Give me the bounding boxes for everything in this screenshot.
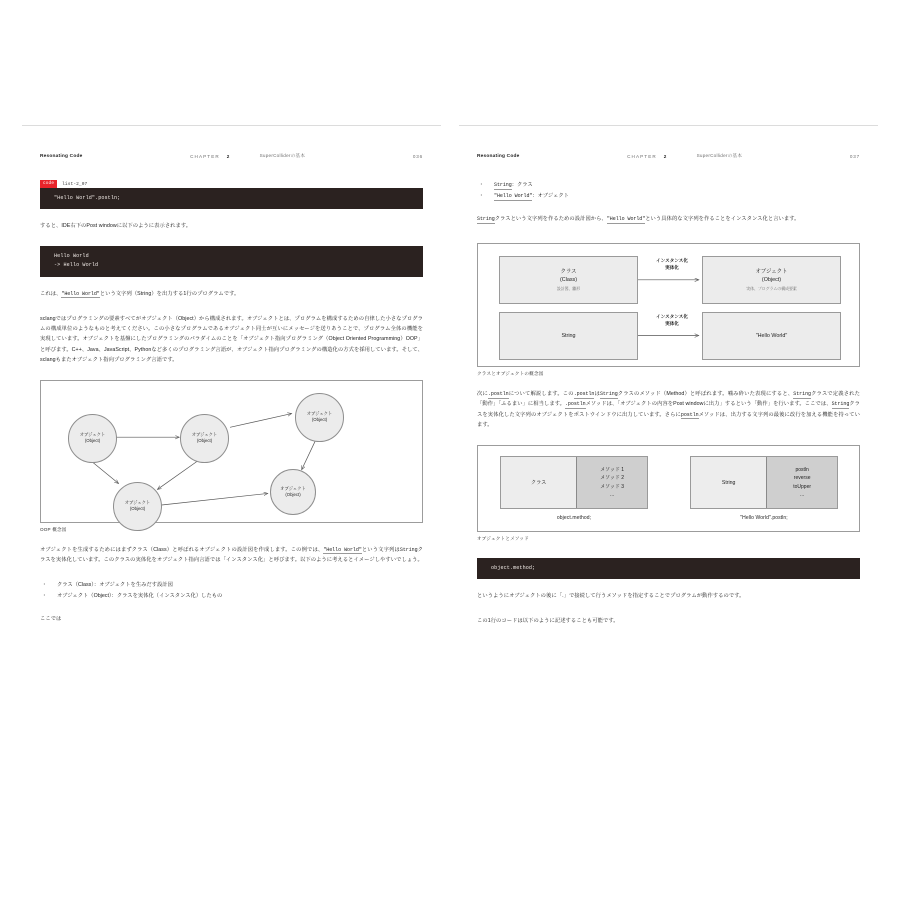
arrow-label-line2: 実体化 [665,320,679,326]
node-label-line2: (Object) [311,417,328,423]
inline-code-hello-world: "Hello World" [606,216,646,222]
string-box-line1: String [561,333,576,340]
oop-node-5 [270,469,316,515]
book-title: Resonating Code [477,153,520,159]
right-page-body [477,180,860,633]
oop-figure-caption: OOP 概念図 [40,526,67,532]
object-method-figure [477,445,860,532]
hello-world-object-box [702,312,841,360]
string-class-box [499,312,638,360]
paragraph-class-instance [40,545,423,565]
oop-node-1 [68,414,117,463]
bullet-dot-icon: ･ [43,582,46,589]
list-item-label: ：クラス [511,182,533,188]
text-fragment: クラスという文字列を作るための設計図から、 [494,216,607,222]
object-box [702,256,841,304]
inline-code-hello-world: "Hello World" [494,193,533,199]
inline-code-hello-world: "Hello World" [61,290,100,297]
object-method-figure-caption: オブジェクトとメソッド [477,536,529,542]
method-box-syntax-label: object.method; [556,515,592,522]
method-group-generic [500,456,648,521]
oop-concept-figure [40,380,423,523]
chapter-number: 2 [226,153,230,159]
inline-code-postln: postln [680,411,699,418]
bullet-dot-icon: ･ [480,182,483,188]
output-line-2: -> Hello World [54,262,99,269]
text-fragment: メソッドは、「オブジェクトの内容をPost windowに出力」するという「動作」を行います。ここでは、 [585,401,832,408]
inline-code-postln: .postln [487,391,509,398]
inline-code-string: String [831,401,850,408]
list-item [477,180,860,191]
arrow-label-line2: 実体化 [665,264,679,270]
method-box-method-list [766,457,837,508]
inline-code-postln: .postln [564,401,586,408]
inline-code-string: String [494,182,512,188]
class-box-line2: (Class) [559,277,578,284]
method-item: メソッド 3 [600,483,625,490]
method-box-syntax-label: "Hello World".postln; [740,515,788,522]
class-object-figure-caption: クラスとオブジェクトの概念図 [477,371,544,377]
method-box-class-label: String [691,457,766,508]
code-block-object-method [477,558,860,579]
list-item-label: クラス（Class）：オブジェクトを生みだす設計図 [57,582,173,589]
right-page [459,125,878,757]
node-label-line1: オブジェクト [280,485,306,491]
arrow-label-line1: インスタンス化 [656,258,688,264]
method-box [690,456,838,509]
text-fragment: メソッドは、出力する文字列の最後に改行を加える機能を持っています。 [477,411,860,428]
text-fragment: について解説します。この [508,391,574,398]
oop-node-2 [180,414,229,463]
inline-code-hello-world: "Hello World" [323,546,362,553]
node-label-line1: オブジェクト [191,432,218,438]
text-fragment: は [594,391,600,398]
paragraph-koko-dewa: ここでは [40,616,62,623]
node-label-line1: オブジェクト [124,500,151,506]
text-fragment: オブジェクトを生成するためにはまずクラス（Class）と呼ばれるオブジェクトの設計図を作成します。この例では、 [40,546,324,553]
chapter-number: 2 [663,153,667,159]
string-object-bullet-list [477,180,860,202]
paragraph-alternative-syntax: この1行のコードは以下のように記述することも可能です。 [477,617,619,624]
class-object-bullet-list [40,580,423,602]
chapter-word: CHAPTER [190,153,220,159]
method-box-class-label: クラス [501,457,576,508]
chapter-word: CHAPTER [627,153,657,159]
text-fragment: という具体的な文字列を作ることをインスタンス化と言います。 [645,216,800,222]
node-label-line2: (Object) [285,491,301,497]
list-item [40,591,423,602]
object-box-line2: (Object) [761,277,782,284]
method-item: … [609,491,615,498]
list-item [477,191,860,202]
page-folio: 037 [849,153,860,159]
inline-code-string: String [477,216,495,222]
code-block-output [40,246,423,277]
output-line-1: Hello World [54,252,89,259]
method-group-string [690,456,838,521]
inline-code-string: String [793,391,811,398]
page-folio: 036 [412,153,423,159]
text-fragment: クラスを実体化しています。このクラスの実体化をオブジェクト指向言語では「インスタンス化」と呼びます。以下のように考えるとイメージしやすいでしょう。 [40,546,424,564]
object-box-line3: 実体、プログラムの構成要素 [746,286,797,292]
code-tag-badge: code [40,180,57,187]
node-label-line2: (Object) [196,438,213,444]
left-page-running-header [40,150,423,162]
code-listing-caption: list-2_07 [62,181,88,187]
paragraph-string-explain [40,289,423,299]
inline-code-string: String [599,391,618,398]
code-line: "Hello World".postln; [54,194,121,201]
object-box-line1: オブジェクト [755,269,788,276]
paragraph-postln-method [477,389,860,430]
class-object-figure [477,243,860,367]
arrow-label-line1: インスタンス化 [656,314,688,320]
text-fragment: クラスのメソッド（Method）と呼ばれます。噛み砕いた表現にすると、 [617,391,794,398]
hello-world-box-line1: "Hello World" [755,333,788,340]
bullet-dot-icon: ･ [480,193,483,199]
oop-node-3 [295,393,344,442]
node-label-line2: (Object) [129,506,146,512]
method-item: … [799,491,805,498]
list-item-label: ：オブジェクト [532,193,569,199]
list-item-label: オブジェクト（Object）：クラスを実体化（インスタンス化）したもの [57,593,223,600]
paragraph-oop-overview: sclangではプログラミングの要素すべてがオブジェクト（Object）から構成されます。オブジェクトとは、プログラムを構成するための自律した小さなプログラムの構成単位のようなものと考えてください。この小さなプログラムであるオブジェクト同士が互いにメッセージを送りあうことで、プログラム全体の機能を実現しています。オブジェクトを基盤にしたプログラミングのパラダイムのことを「オブジェクト指向プログラミング（Object Oriented Programming）OOP」と呼びます。C++、Java、JavaScript、Pythonなど多くのプログラミング言語が、オブジェクト指向プログラミングの構造化の方式を採用しています。そして、sclangもまたオブジェクト指向プログラミング言語です。 [40,315,423,363]
method-item: postln [795,467,809,474]
book-title: Resonating Code [40,153,83,159]
method-item: reverse [793,475,811,482]
instantiation-label-2 [643,314,701,327]
inline-code-postln: .postln [573,391,595,398]
list-item [40,580,423,591]
node-label-line1: オブジェクト [79,432,106,438]
inline-code-string: String [399,546,418,553]
method-item: メソッド 2 [600,475,625,482]
oop-node-4 [113,482,162,531]
text-fragment: これは、 [40,290,62,297]
code-listing-header [40,180,423,188]
method-item: メソッド 1 [600,467,625,474]
instantiation-label-1 [643,258,701,271]
code-block-hello-world [40,188,423,209]
text-fragment: 次に [477,391,488,398]
method-box-method-list [576,457,647,508]
right-page-running-header [477,150,860,162]
chapter-title: SuperColliderの基本 [259,153,306,158]
paragraph-dot-notation: というようにオブジェクトの後に「.」で接続して行うメソッドを指定することでプログラムが動作するのです。 [477,592,745,599]
paragraph-post-window: すると、IDE右下のPost windowに以下のように表示されます。 [40,222,192,229]
text-fragment: クラスを実体化した文字列のオブジェクトをポストウインドウに出力しています。さらに [477,401,860,418]
node-label-line1: オブジェクト [306,411,333,417]
code-line: object.method; [491,564,536,571]
method-box [500,456,648,509]
class-box-line3: 設計図、雛形 [556,286,581,292]
text-fragment: クラスで定義された「動作」「ふるまい」に相当します。 [477,391,860,408]
class-box-line1: クラス [560,269,577,276]
left-page [22,125,441,757]
text-fragment: という文字列（String）を出力する1行のプログラムです。 [99,290,240,297]
chapter-title: SuperColliderの基本 [696,153,743,158]
text-fragment: という文字列は [361,546,400,553]
paragraph-instantiation [477,214,860,224]
node-label-line2: (Object) [84,438,101,444]
left-page-body [40,180,423,632]
method-item: toUpper [793,483,812,490]
class-box [499,256,638,304]
bullet-dot-icon: ･ [43,593,46,600]
